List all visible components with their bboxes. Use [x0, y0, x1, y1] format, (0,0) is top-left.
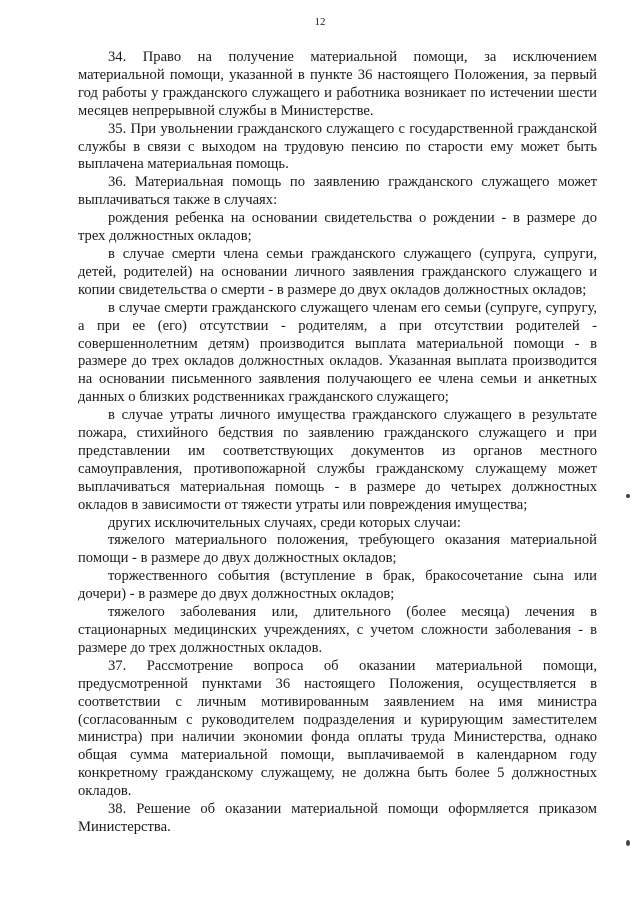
paragraph-36-hardship: тяжелого материального положения, требующего оказания материальной помощи - в размере до двух должностных окладов;	[78, 532, 597, 567]
scan-mark	[626, 840, 630, 846]
paragraph-36-other-cases: других исключительных случаях, среди которых случаи:	[108, 514, 461, 531]
page-number: 12	[314, 16, 326, 28]
scan-mark	[626, 494, 630, 498]
paragraph-36-family-death: в случае смерти члена семьи гражданского служащего (супруга, супруги, детей, родителей) на основании личного заявления гражданского служащего и копии свидетельства о смерти - в размере до двух окладов должностных окладов;	[78, 245, 597, 298]
paragraph-36-birth: рождения ребенка на основании свидетельства о рождении - в размере до трех должностных окладов;	[78, 210, 597, 245]
paragraph-36-property-loss: в случае утраты личного имущества гражданского служащего в результате пожара, стихийного бедствия по заявлению гражданского служащего и при представлении им соответствующих документов из органов местного самоуправления, противопожарной службы гражданскому служащему может выплачиваться материальная помощь - в размере до четырех должностных окладов в зависимости от тяжести утраты или повреждения имущества;	[78, 407, 597, 513]
paragraph-37: 37. Рассмотрение вопроса об оказании материальной помощи, предусмотренной пунктами 36 настоящего Положения, осуществляется в соответствии с личным мотивированным заявлением на имя министра (согласованным с руководителем подразделения и курирующим заместителем министра) при наличии экономии фонда оплаты труда Министерства, однако общая сумма материальной помощи, выплачиваемой в календарном году конкретному гражданскому служащему, не должна быть более 5 должностных окладов.	[78, 657, 597, 800]
paragraph-36-illness: тяжелого заболевания или, длительного (более месяца) лечения в стационарных медицинских учреждениях, с учетом сложности заболевания - в размере до трех должностных окладов.	[78, 604, 597, 656]
paragraph-34: 34. Право на получение материальной помощи, за исключением материальной помощи, указанной в пункте 36 настоящего Положения, за первый год работы у гражданского служащего и работника возникает по истечении шести месяцев непрерывной службы в Министерстве.	[78, 49, 597, 119]
paragraph-38: 38. Решение об оказании материальной помощи оформляется приказом Министерства.	[78, 801, 597, 835]
paragraph-36-employee-death: в случае смерти гражданского служащего членам его семьи (супруге, супругу, а при ее (его) отсутствии - родителям, а при отсутствии родителей - совершеннолетним детям) производится выплата материальной помощи - в размере до трех окладов должностных окладов. Указанная выплата производится на основании письменного заявления получающего ее члена семьи и анкетных данных о близких родственниках гражданского служащего;	[78, 299, 597, 406]
document-body	[78, 49, 597, 837]
paragraph-36-celebration: торжественного события (вступление в брак, бракосочетание сына или дочери) - в размере до двух должностных окладов;	[78, 568, 597, 603]
paragraph-35: 35. При увольнении гражданского служащего с государственной гражданской службы в связи с выходом на трудовую пенсию по старости ему может быть выплачена материальная помощь.	[78, 120, 597, 173]
paragraph-36: 36. Материальная помощь по заявлению гражданского служащего может выплачиваться также в случаях:	[78, 174, 597, 209]
